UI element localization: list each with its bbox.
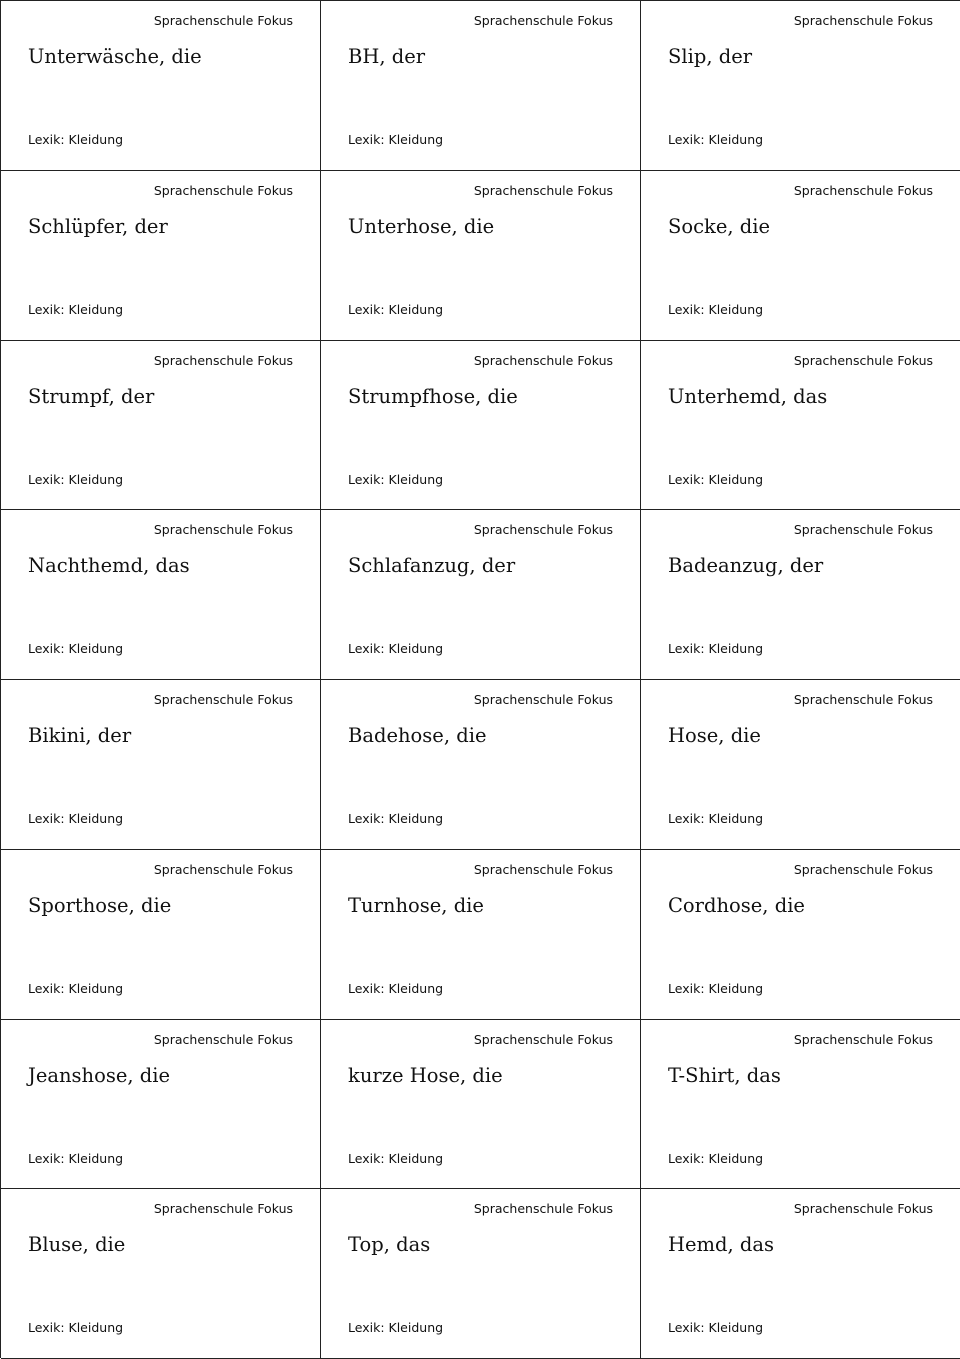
vocabulary-word: Top, das (348, 1233, 431, 1257)
vocabulary-word: Cordhose, die (668, 893, 805, 917)
topic-label: Lexik: Kleidung (668, 471, 764, 487)
school-name: Sprachenschule Fokus (473, 1031, 613, 1047)
vocabulary-word: Turnhose, die (348, 893, 484, 917)
vocabulary-word: Schlafanzug, der (348, 554, 516, 578)
flashcard (321, 680, 641, 850)
school-name: Sprachenschule Fokus (153, 13, 293, 28)
vocabulary-word: Unterwäsche, die (28, 45, 202, 68)
topic-label: Lexik: Kleidung (348, 132, 444, 147)
flashcard (1, 1020, 321, 1190)
school-name: Sprachenschule Fokus (793, 1201, 933, 1217)
flashcard (321, 1020, 641, 1190)
flashcard (641, 510, 960, 680)
vocabulary-word: Bluse, die (28, 1233, 126, 1257)
school-name: Sprachenschule Fokus (793, 522, 933, 538)
topic-label: Lexik: Kleidung (28, 641, 124, 657)
flashcard (321, 1189, 641, 1359)
school-name: Sprachenschule Fokus (153, 1201, 293, 1217)
topic-label: Lexik: Kleidung (668, 301, 764, 317)
school-name: Sprachenschule Fokus (153, 352, 293, 368)
vocabulary-word: Sporthose, die (28, 893, 172, 917)
flashcard (321, 1, 641, 171)
topic-label: Lexik: Kleidung (348, 301, 444, 317)
topic-label: Lexik: Kleidung (668, 132, 764, 147)
vocabulary-word: Slip, der (668, 45, 753, 68)
topic-label: Lexik: Kleidung (28, 301, 124, 317)
flashcard (641, 850, 960, 1020)
school-name: Sprachenschule Fokus (793, 861, 933, 877)
topic-label: Lexik: Kleidung (348, 1150, 444, 1166)
school-name: Sprachenschule Fokus (153, 522, 293, 538)
flashcard (321, 510, 641, 680)
flashcard (641, 1189, 960, 1359)
vocabulary-word: Hose, die (668, 724, 761, 747)
topic-label: Lexik: Kleidung (348, 1320, 444, 1336)
flashcard (641, 680, 960, 850)
vocabulary-word: Schlüpfer, der (28, 214, 168, 238)
school-name: Sprachenschule Fokus (793, 692, 933, 707)
vocabulary-word: Strumpfhose, die (348, 384, 518, 408)
vocabulary-word: kurze Hose, die (348, 1063, 503, 1087)
flashcard (1, 510, 321, 680)
topic-label: Lexik: Kleidung (28, 132, 124, 147)
vocabulary-word: Unterhemd, das (668, 384, 828, 408)
school-name: Sprachenschule Fokus (153, 1031, 293, 1047)
school-name: Sprachenschule Fokus (793, 182, 933, 198)
flashcard (321, 850, 641, 1020)
vocabulary-word: Unterhose, die (348, 214, 495, 238)
vocabulary-word: Nachthemd, das (28, 554, 190, 578)
topic-label: Lexik: Kleidung (668, 641, 764, 657)
topic-label: Lexik: Kleidung (28, 1320, 124, 1336)
flashcard (1, 680, 321, 850)
school-name: Sprachenschule Fokus (153, 692, 293, 707)
school-name: Sprachenschule Fokus (793, 1031, 933, 1047)
topic-label: Lexik: Kleidung (668, 980, 764, 996)
flashcard (321, 341, 641, 511)
topic-label: Lexik: Kleidung (28, 471, 124, 487)
topic-label: Lexik: Kleidung (668, 1150, 764, 1166)
school-name: Sprachenschule Fokus (473, 861, 613, 877)
topic-label: Lexik: Kleidung (348, 811, 444, 826)
school-name: Sprachenschule Fokus (473, 182, 613, 198)
vocabulary-word: Badehose, die (348, 724, 487, 747)
flashcard (321, 171, 641, 341)
school-name: Sprachenschule Fokus (153, 182, 293, 198)
flashcard (641, 1020, 960, 1190)
topic-label: Lexik: Kleidung (28, 980, 124, 996)
flashcard (1, 1189, 321, 1359)
school-name: Sprachenschule Fokus (473, 13, 613, 28)
flashcard (641, 341, 960, 511)
vocabulary-word: Jeanshose, die (28, 1063, 171, 1087)
school-name: Sprachenschule Fokus (793, 352, 933, 368)
vocabulary-word: Badeanzug, der (668, 554, 824, 578)
topic-label: Lexik: Kleidung (348, 471, 444, 487)
flashcard (641, 171, 960, 341)
flashcard (641, 1, 960, 171)
topic-label: Lexik: Kleidung (28, 811, 124, 826)
topic-label: Lexik: Kleidung (348, 980, 444, 996)
flashcard (1, 171, 321, 341)
school-name: Sprachenschule Fokus (473, 522, 613, 538)
school-name: Sprachenschule Fokus (793, 13, 933, 28)
flashcard (1, 1, 321, 171)
vocabulary-word: Socke, die (668, 214, 771, 238)
topic-label: Lexik: Kleidung (668, 811, 764, 826)
topic-label: Lexik: Kleidung (28, 1150, 124, 1166)
school-name: Sprachenschule Fokus (473, 352, 613, 368)
school-name: Sprachenschule Fokus (473, 692, 613, 707)
topic-label: Lexik: Kleidung (348, 641, 444, 657)
vocabulary-word: T-Shirt, das (668, 1063, 781, 1087)
flashcard (1, 850, 321, 1020)
flashcard (1, 341, 321, 511)
school-name: Sprachenschule Fokus (153, 861, 293, 877)
school-name: Sprachenschule Fokus (473, 1201, 613, 1217)
vocabulary-word: Hemd, das (668, 1233, 775, 1257)
topic-label: Lexik: Kleidung (668, 1320, 764, 1336)
vocabulary-word: BH, der (348, 45, 426, 68)
vocabulary-word: Bikini, der (28, 724, 132, 747)
vocabulary-word: Strumpf, der (28, 384, 155, 408)
